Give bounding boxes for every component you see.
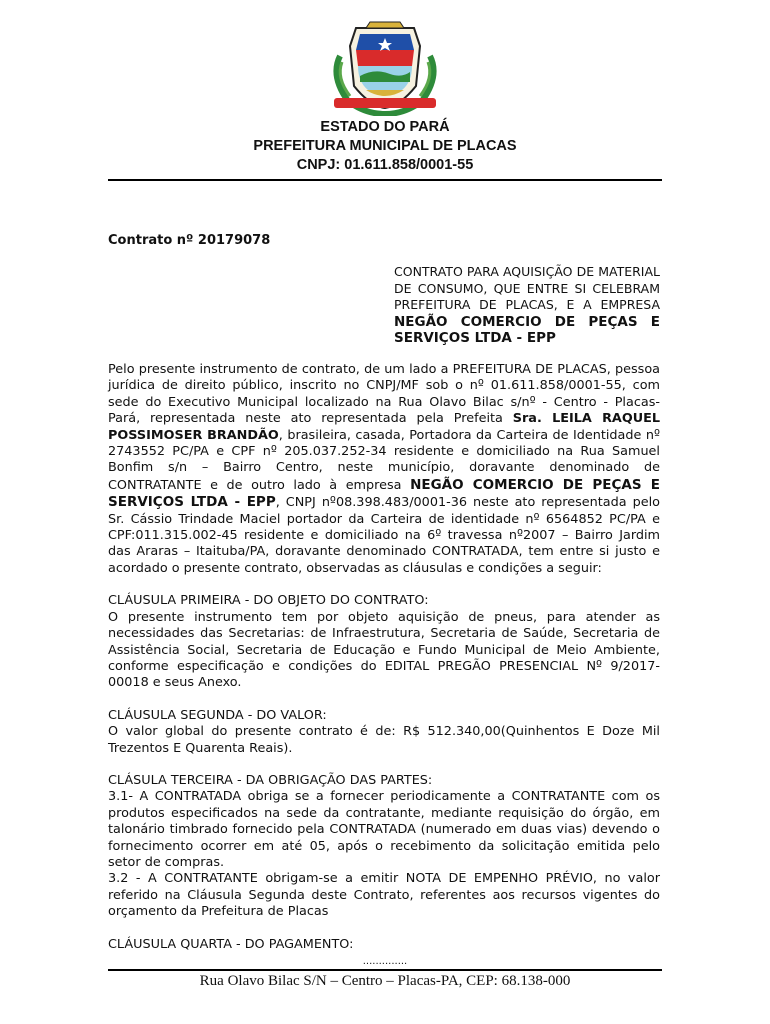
clause-third-item-2: 3.2 - A CONTRATANTE obrigam-se a emitir NOTA DE EMPENHO PRÉVIO, no valor referido na Cláusula Segunda deste Contrato, referentes aos recursos vigentes do orçamento da Prefeitura de Placas bbox=[108, 871, 660, 920]
clause-second-title: CLÁUSULA SEGUNDA - DO VALOR: bbox=[108, 707, 327, 723]
footer-divider bbox=[108, 969, 662, 971]
state-name: ESTADO DO PARÁ bbox=[320, 119, 450, 135]
contract-body bbox=[108, 362, 660, 953]
summary-company-name: NEGÃO COMERCIO DE PEÇAS E SERVIÇOS LTDA - EPP bbox=[394, 313, 660, 346]
clause-first-text: O presente instrumento tem por objeto aquisição de pneus, para atender as necessidades das Secretarias: de Infraestrutura, Secretaria de Saúde, Secretaria de Assistência Social, Secretaria de Educação e Fundo Municipal de Meio Ambiente, conforme especificação e condições do EDITAL PREGÃO PRESENCIAL Nº 9/2017-00018 e seus Anexo. bbox=[108, 609, 660, 691]
preamble-part-1: Pelo presente instrumento de contrato, de um lado a PREFEITURA DE PLACAS, pessoa jurídica de direito público, inscrito no CNPJ/MF sob o nº 01.611.858/0001-55, com sede do Executivo Municipal localizado na Rua Olavo Bilac s/nº - Centro - Placas- Pará, representada neste ato representada pela Prefeita bbox=[108, 362, 660, 427]
clause-third-item-1: 3.1- A CONTRATADA obriga se a fornecer periodicamente a CONTRATANTE com os produtos especificados na sede da contratante, mediante requisição do órgão, em talonário timbrado fornecido pela CONTRATADA (numerado em duas vias) devendo o fornecimento ocorrer em até 05, após o recebimento da solicitação emitida pelo setor de compras. bbox=[108, 789, 660, 870]
municipality-name: PREFEITURA MUNICIPAL DE PLACAS bbox=[253, 138, 517, 154]
contract-number: Contrato nº 20179078 bbox=[108, 233, 271, 248]
preamble-paragraph bbox=[108, 362, 660, 577]
preamble-part-3: , CNPJ nº08.398.483/0001-36 neste ato representada pelo Sr. Cássio Trindade Maciel portador da Carteira de identidade nº 6564852 PC/PA e CPF:011.315.002-45 residente e domiciliado na 6º travessa nº2007 – Bairro Jardim das Araras – Itaituba/PA, doravante denominado CONTRATADA, tem entre si justo e acordado o presente contrato, observadas as cláusulas e condições a seguir: bbox=[108, 495, 660, 576]
contract-summary bbox=[394, 264, 660, 347]
representative-name: Sra. LEILA RAQUEL POSSIMOSER BRANDÃO bbox=[108, 411, 661, 443]
document-header bbox=[0, 118, 770, 175]
preamble-part-2: , brasileira, casada, Portadora da Carteira de Identidade nº 2743552 PC/PA e CPF nº 205.037.252-34 residente e domiciliado na Rua Samuel Bonfim s/n – Bairro Centro, neste município, doravante denominado de CONTRATANTE e de outro lado à empresa bbox=[108, 427, 660, 493]
municipality-cnpj: CNPJ: 01.611.858/0001-55 bbox=[296, 157, 474, 173]
header-divider bbox=[108, 179, 662, 181]
page-continuation-dots: .............. bbox=[362, 956, 408, 967]
municipal-crest-emblem bbox=[320, 16, 450, 116]
clause-second-text: O valor global do presente contrato é de: R$ 512.340,00(Quinhentos E Doze Mil Trezentos E Quarenta Reais). bbox=[108, 724, 660, 756]
clause-fourth-title: CLÁUSULA QUARTA - DO PAGAMENTO: bbox=[108, 936, 354, 952]
company-name: NEGÃO COMERCIO DE PEÇAS E SERVIÇOS LTDA - EPP bbox=[108, 476, 660, 511]
clause-first-title: CLÁUSULA PRIMEIRA - DO OBJETO DO CONTRATO: bbox=[108, 593, 429, 609]
footer-address: Rua Olavo Bilac S/N – Centro – Placas-PA, CEP: 68.138-000 bbox=[199, 973, 571, 989]
summary-text: CONTRATO PARA AQUISIÇÃO DE MATERIAL DE CONSUMO, QUE ENTRE SI CELEBRAM PREFEITURA DE PLACAS, E A EMPRESA bbox=[394, 264, 660, 312]
clause-third-title: CLÁSULA TERCEIRA - DA OBRIGAÇÃO DAS PARTES: bbox=[108, 772, 433, 788]
